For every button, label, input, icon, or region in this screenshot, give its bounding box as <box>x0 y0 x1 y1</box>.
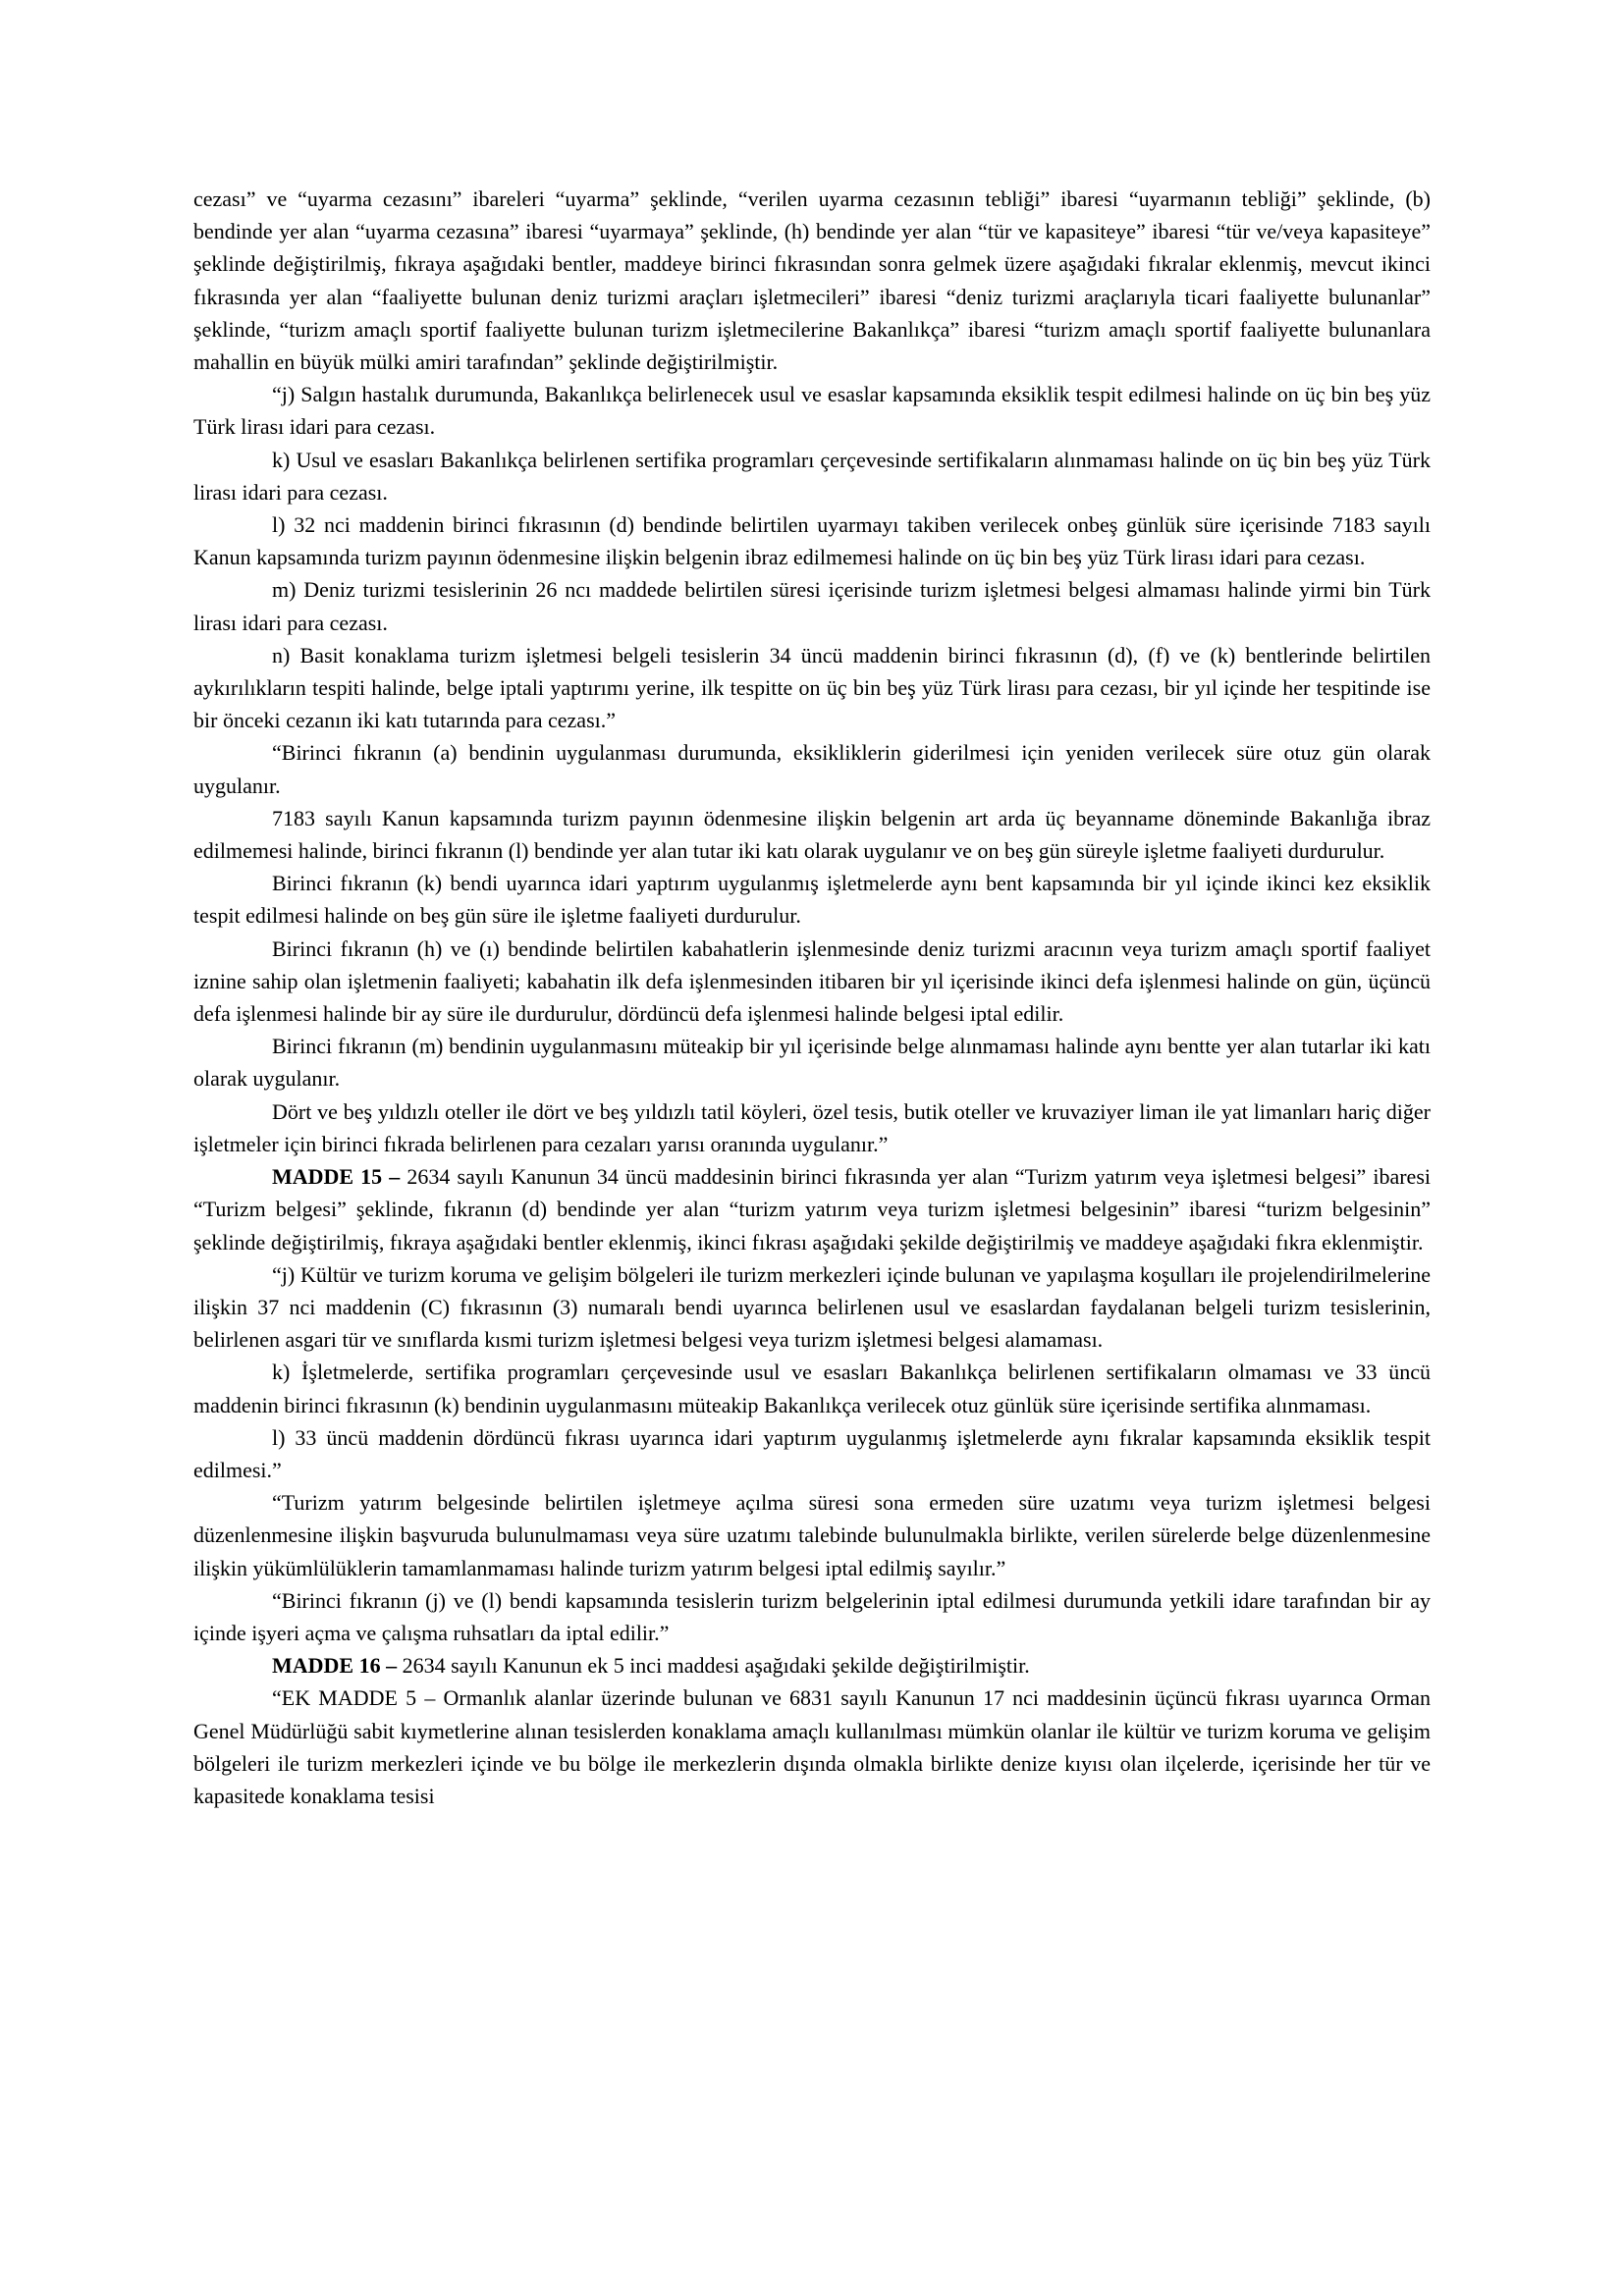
paragraph-18: “Birinci fıkranın (j) ve (l) bendi kapsamında tesislerin turizm belgelerinin iptal edilmesi durumunda yetkili idare tarafından bir ay içinde işyeri açma ve çalışma ruhsatları da iptal edilir.” <box>193 1587 1431 1645</box>
paragraph-9: Birinci fıkranın (k) bendi uyarınca idari yaptırım uygulanmış işletmelerde aynı bent kapsamında bir yıl içinde ikinci kez eksiklik tespit edilmesi halinde on beş gün süre ile işletme faaliyeti durdurulur. <box>193 871 1431 929</box>
article-16-heading: MADDE 16 – <box>272 1653 398 1679</box>
paragraph-5: m) Deniz turizmi tesislerinin 26 ncı maddede belirtilen süresi içerisinde turizm işletmesi belgesi almaması halinde yirmi bin Türk lirası idari para cezası. <box>193 577 1431 635</box>
document-page <box>193 183 1431 1812</box>
paragraph-17: “Turizm yatırım belgesinde belirtilen işletmeye açılma süresi sona ermeden süre uzatımı veya turizm işletmesi belgesi düzenlenmesine ilişkin başvuruda bulunulmaması veya süre uzatımı talebinde bulunulmakla birlikte, verilen sürelerde belge düzenlenmesine ilişkin yükümlülüklerin tamamlanmaması halinde turizm yatırım belgesi iptal edilmiş sayılır.” <box>193 1490 1431 1580</box>
paragraph-14: “j) Kültür ve turizm koruma ve gelişim bölgeleri ile turizm merkezleri içinde bulunan ve yapılaşma koşulları ile projelendirilmelerine ilişkin 37 nci maddenin (C) fıkrasının (3) numaralı bendi uyarınca belirlenen usul ve esaslardan faydalanan belgeli turizm tesislerinin, belirlenen asgari tür ve sınıflarda kısmi turizm işletmesi belgesi veya turizm işletmesi belgesi alamaması. <box>193 1261 1431 1353</box>
paragraph-2: “j) Salgın hastalık durumunda, Bakanlıkça belirlenecek usul ve esaslar kapsamında eksiklik tespit edilmesi halinde on üç bin beş yüz Türk lirası idari para cezası. <box>193 382 1431 440</box>
paragraph-3: k) Usul ve esasları Bakanlıkça belirlenen sertifika programları çerçevesinde sertifikaların alınmaması halinde on üç bin beş yüz Türk lirası idari para cezası. <box>193 447 1431 505</box>
paragraph-15: k) İşletmelerde, sertifika programları çerçevesinde usul ve esasları Bakanlıkça belirlenen sertifikaların olmaması ve 33 üncü maddenin birinci fıkrasının (k) bendinin uygulanmasını müteakip Bakanlıkça verilecek otuz günlük süre içerisinde sertifika alınmaması. <box>193 1360 1431 1417</box>
paragraph-20: “EK MADDE 5 – Ormanlık alanlar üzerinde bulunan ve 6831 sayılı Kanunun 17 nci maddesinin üçüncü fıkrası uyarınca Orman Genel Müdürlüğü sabit kıymetlerine alınan tesislerden konaklama amaçlı kullanılması mümkün olanlar ile kültür ve turizm koruma ve gelişim bölgeleri ile turizm merkezleri içinde ve bu bölge ile merkezlerin dışında olmakla birlikte denize kıyısı olan ilçelerde, içerisinde her tür ve kapasitede konaklama tesisi <box>193 1685 1431 1808</box>
article-15 <box>193 1160 1431 1258</box>
paragraph-6: n) Basit konaklama turizm işletmesi belgeli tesislerin 34 üncü maddenin birinci fıkrasının (d), (f) ve (k) bentlerinde belirtilen aykırılıkların tespiti halinde, belge iptali yaptırımı yerine, ilk tespitte on üç bin beş yüz Türk lirası para cezası, bir yıl içinde her tespitinde ise bir önceki cezanın iki katı tutarında para cezası.” <box>193 642 1431 733</box>
paragraph-11: Birinci fıkranın (m) bendinin uygulanmasını müteakip bir yıl içerisinde belge alınmaması halinde aynı bentte yer alan tutarlar iki katı olarak uygulanır. <box>193 1034 1431 1092</box>
article-16 <box>193 1649 1431 1682</box>
paragraph-4: l) 32 nci maddenin birinci fıkrasının (d) bendinde belirtilen uyarmayı takiben verilecek onbeş günlük süre içerisinde 7183 sayılı Kanun kapsamında turizm payının ödenmesine ilişkin belgenin ibraz edilmemesi halinde on üç bin beş yüz Türk lirası idari para cezası. <box>193 512 1431 570</box>
paragraph-8: 7183 sayılı Kanun kapsamında turizm payının ödenmesine ilişkin belgenin art arda üç beyanname döneminde Bakanlığa ibraz edilmemesi halinde, birinci fıkranın (l) bendinde yer alan tutar iki katı olarak uygulanır ve on beş gün süreyle işletme faaliyeti durdurulur. <box>193 805 1431 864</box>
paragraph-16: l) 33 üncü maddenin dördüncü fıkrası uyarınca idari yaptırım uygulanmış işletmelerde aynı fıkralar kapsamında eksiklik tespit edilmesi.” <box>193 1424 1431 1482</box>
article-15-text: 2634 sayılı Kanunun 34 üncü maddesinin birinci fıkrasında yer alan “Turizm yatırım veya işletmesi belgesi” ibaresi “Turizm belgesi” şeklinde, fıkranın (d) bendinde yer alan “turizm yatırım veya turizm işletmesi belgesinin” ibaresi “turizm belgesinin” şeklinde değiştirilmiş, fıkraya aşağıdaki bentler eklenmiş, ikinci fıkrası aşağıdaki şekilde değiştirilmiş ve maddeye aşağıdaki fıkra eklenmiştir. <box>193 1164 1432 1255</box>
article-16-text: 2634 sayılı Kanunun ek 5 inci maddesi aşağıdaki şekilde değiştirilmiştir. <box>397 1653 1030 1679</box>
paragraph-7: “Birinci fıkranın (a) bendinin uygulanması durumunda, eksikliklerin giderilmesi için yeniden verilecek süre otuz gün olarak uygulanır. <box>193 740 1431 798</box>
paragraph-1: cezası” ve “uyarma cezasını” ibareleri “uyarma” şeklinde, “verilen uyarma cezasının tebliği” ibaresi “uyarmanın tebliği” şeklinde, (b) bendinde yer alan “uyarma cezasına” ibaresi “uyarmaya” şeklinde, (h) bendinde yer alan “tür ve kapasiteye” ibaresi “tür ve/veya kapasiteye” şeklinde değiştirilmiş, fıkraya aşağıdaki bentler, maddeye birinci fıkrasından sonra gelmek üzere aşağıdaki fıkralar eklenmiş, mevcut ikinci fıkrasında yer alan “faaliyette bulunan deniz turizmi araçları işletmecileri” ibaresi “deniz turizmi araçlarıyla ticari faaliyette bulunanlar” şeklinde, “turizm amaçlı sportif faaliyette bulunan turizm işletmecilerine Bakanlıkça” ibaresi “turizm amaçlı sportif faaliyette bulunanlara mahallin en büyük mülki amiri tarafından” şeklinde değiştirilmiştir. <box>193 187 1431 375</box>
article-15-heading: MADDE 15 – <box>272 1164 401 1190</box>
paragraph-12: Dört ve beş yıldızlı oteller ile dört ve beş yıldızlı tatil köyleri, özel tesis, butik oteller ve kruvaziyer liman ile yat limanları hariç diğer işletmeler için birinci fıkrada belirlenen para cezaları yarısı oranında uygulanır.” <box>193 1098 1431 1156</box>
paragraph-10: Birinci fıkranın (h) ve (ı) bendinde belirtilen kabahatlerin işlenmesinde deniz turizmi aracının veya turizm amaçlı sportif faaliyet iznine sahip olan işletmenin faaliyeti; kabahatin ilk defa işlenmesinden itibaren bir yıl içerisinde ikinci defa işlenmesi halinde on gün, üçüncü defa işlenmesi halinde bir ay süre ile durdurulur, dördüncü defa işlenmesi halinde belgesi iptal edilir. <box>193 935 1431 1027</box>
